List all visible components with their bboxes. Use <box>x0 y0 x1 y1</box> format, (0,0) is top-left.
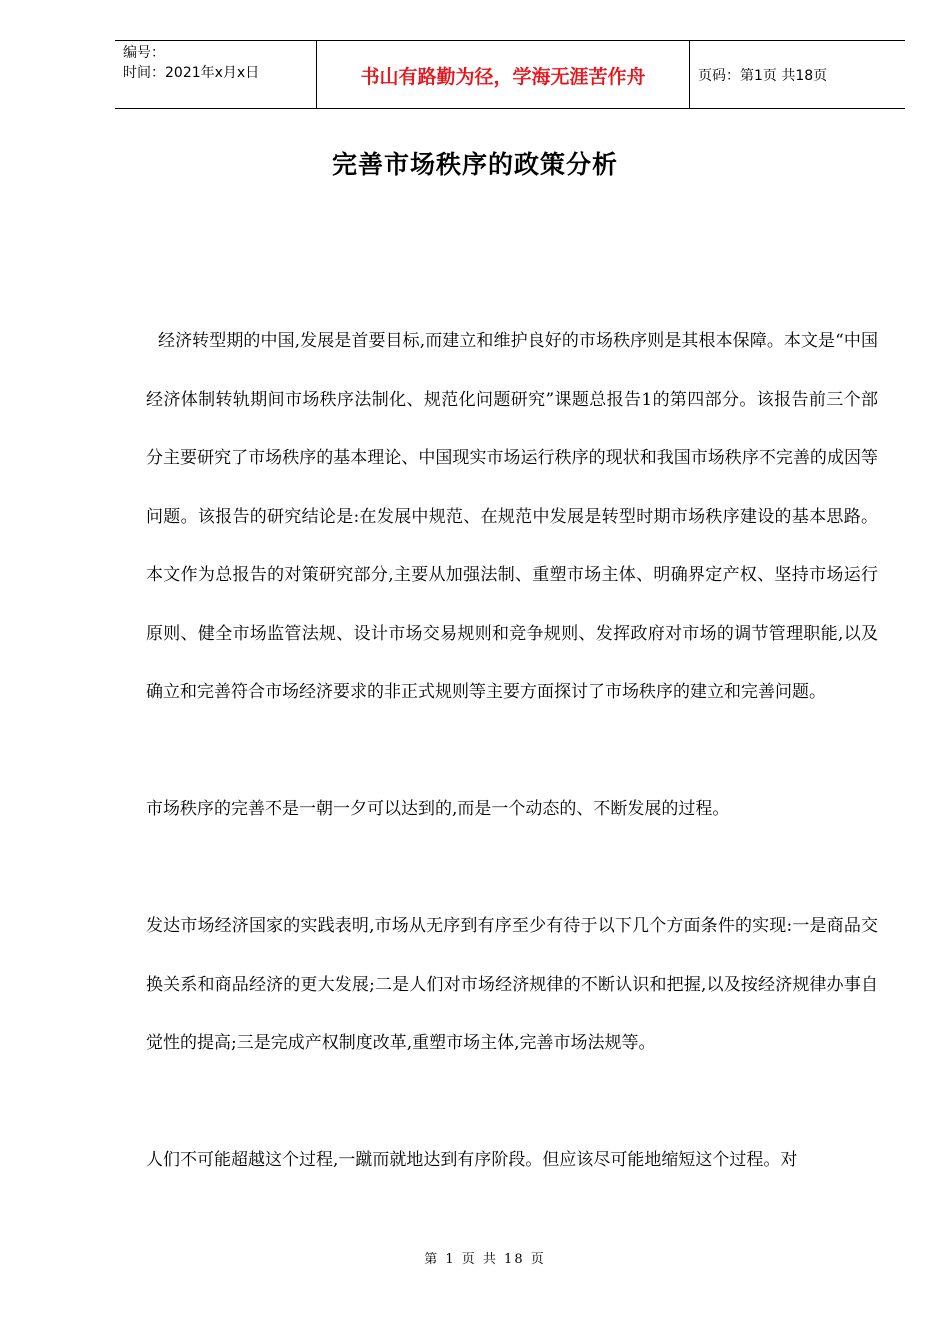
paragraph-gap <box>146 839 878 898</box>
header-table <box>115 40 905 109</box>
page-info: 页码：第1页 共18页 <box>698 67 828 84</box>
motto-text: 书山有路勤为径，学海无涯苦作舟 <box>360 66 646 88</box>
paragraph-gap <box>146 722 878 781</box>
paragraph-gap <box>146 1073 878 1132</box>
paragraph: 市场秩序的完善不是一朝一夕可以达到的,而是一个动态的、不断发展的过程。 <box>146 799 730 819</box>
paragraph: 发达市场经济国家的实践表明,市场从无序到有序至少有待于以下几个方面条件的实现:一是商品交换关系和商品经济的更大发展;二是人们对市场经济规律的不断认识和把握,以及按经济规律办事自觉性的提高;三是完成产权制度改革,重塑市场主体,完善市场法规等。 <box>146 916 878 1053</box>
time-label: 时间：2021年x月x日 <box>123 65 260 81</box>
page-footer: 第 1 页 共 18 页 <box>424 1252 546 1267</box>
header-meta-cell <box>115 41 316 108</box>
document-title: 完善市场秩序的政策分析 <box>331 150 618 179</box>
number-label: 编号： <box>123 45 165 61</box>
paragraph: 人们不可能超越这个过程,一蹴而就地达到有序阶段。但应该尽可能地缩短这个过程。对 <box>146 1150 798 1170</box>
document-body <box>146 312 878 1190</box>
header-page-cell <box>690 41 905 108</box>
header-motto-cell <box>316 41 690 108</box>
paragraph: 经济转型期的中国,发展是首要目标,而建立和维护良好的市场秩序则是其根本保障。本文是“中国经济体制转轨期间市场秩序法制化、规范化问题研究”课题总报告1的第四部分。该报告前三个部分主要研究了市场秩序的基本理论、中国现实市场运行秩序的现状和我国市场秩序不完善的成因等问题。该报告的研究结论是:在发展中规范、在规范中发展是转型时期市场秩序建设的基本思路。本文作为总报告的对策研究部分,主要从加强法制、重塑市场主体、明确界定产权、坚持市场运行原则、健全市场监管法规、设计市场交易规则和竞争规则、发挥政府对市场的调节管理职能,以及确立和完善符合市场经济要求的非正式规则等主要方面探讨了市场秩序的建立和完善问题。 <box>146 331 878 702</box>
